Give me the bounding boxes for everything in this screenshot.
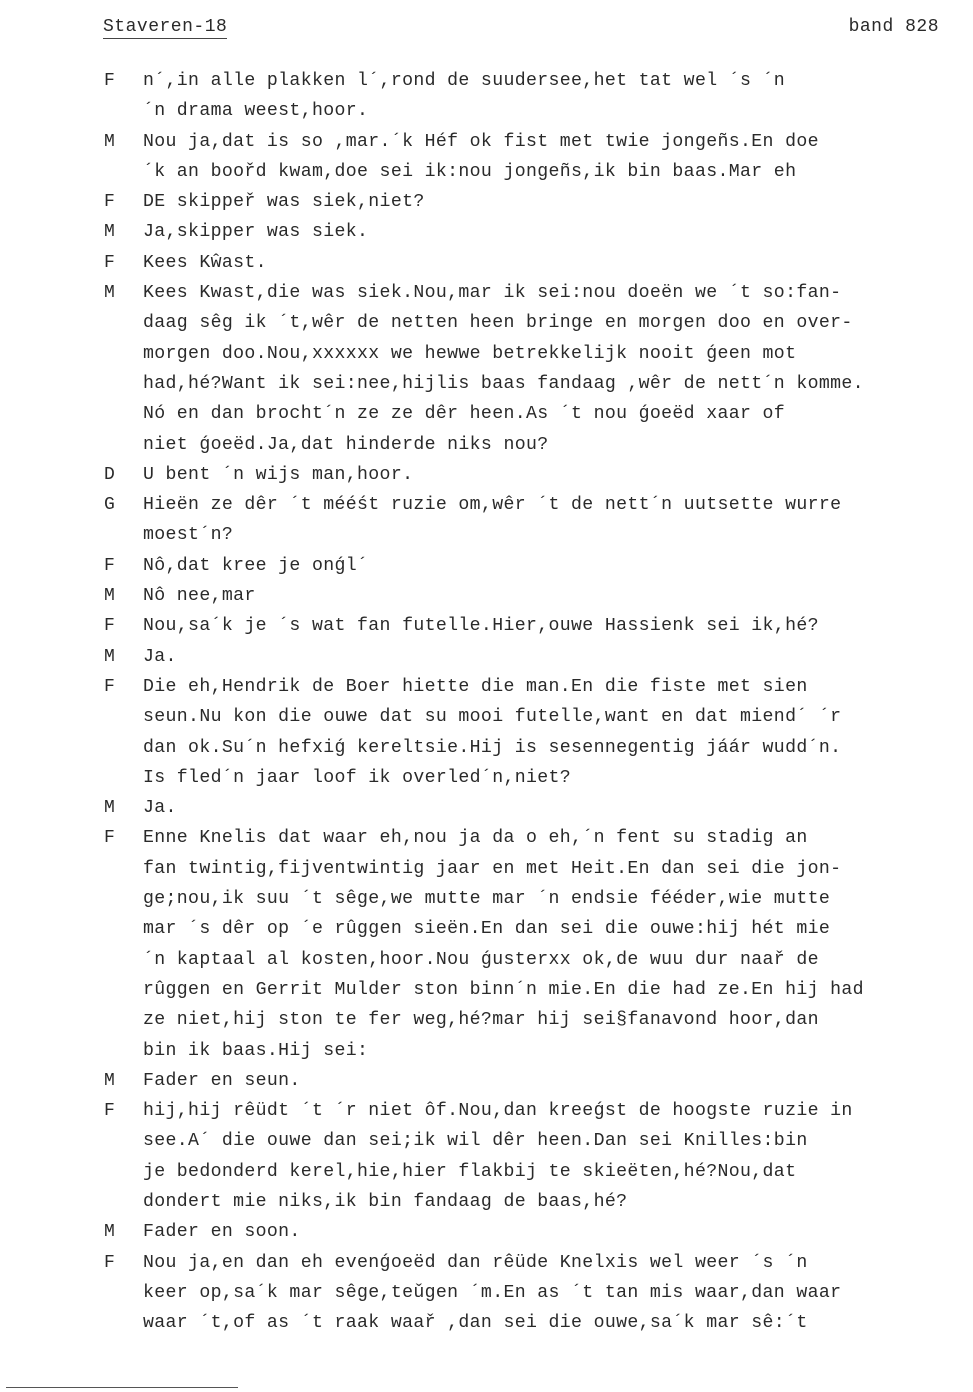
transcript-entry — [0, 793, 973, 823]
utterance-text — [143, 127, 943, 188]
transcript-entry — [0, 490, 973, 551]
transcript-entry — [0, 217, 973, 247]
utterance-line: je bedonderd kerel,hie,hier flakbij te skieëten,hé?Nou,dat — [143, 1161, 797, 1182]
utterance-line: Ja. — [143, 646, 177, 667]
utterance-line: Nou,sa´k je ´s wat fan futelle.Hier,ouwe Hassienk sei ik,hé? — [143, 616, 819, 637]
speaker-label: M — [104, 586, 115, 607]
speaker-label: F — [104, 828, 115, 849]
utterance-text — [143, 581, 943, 611]
utterance-line: rûggen en Gerrit Mulder ston binn´n mie.En die had ze.En hij had — [143, 979, 864, 1000]
transcript-entry — [0, 642, 973, 672]
utterance-text — [143, 642, 943, 672]
utterance-line: ´n kaptaal al kosten,hoor.Nou ǵusterxx ok,de wuu dur naař de — [143, 949, 819, 970]
utterance-line: DE skippeř was siek,niet? — [143, 192, 425, 213]
utterance-line: Nó en dan brocht´n ze ze dêr heen.As ´t nou ǵoeëd xaar of — [143, 404, 786, 425]
utterance-line: Ja,skipper was siek. — [143, 222, 369, 243]
utterance-text — [143, 187, 943, 217]
tape-number: band 828 — [848, 17, 939, 37]
transcript-entry — [0, 1248, 973, 1339]
speaker-label: F — [104, 71, 115, 91]
utterance-line: Kees Kŵast. — [143, 252, 267, 273]
speaker-label: M — [104, 283, 115, 304]
speaker-label: M — [104, 131, 115, 152]
transcript-entry — [0, 611, 973, 641]
speaker-label: D — [104, 464, 115, 485]
utterance-line: Nou ja,en dan eh evenǵoeëd dan rêüde Knelxis wel weer ´s ´n — [143, 1252, 808, 1273]
utterance-text — [143, 793, 943, 823]
utterance-text — [143, 611, 943, 641]
speaker-label: M — [104, 646, 115, 667]
utterance-text — [143, 490, 943, 551]
transcript-entry — [0, 460, 973, 490]
speaker-label: F — [104, 616, 115, 637]
utterance-line: see.A´ die ouwe dan sei;ik wil dêr heen.Dan sei Knilles:bin — [143, 1131, 808, 1152]
speaker-label: F — [104, 1252, 115, 1273]
utterance-line: waar ´t,of as ´t raak waař ,dan sei die ouwe,sa´k mar sê:´t — [143, 1313, 808, 1334]
utterance-line: keer op,sa´k mar sêge,teǔgen ´m.En as ´t tan mis waar,dan waar — [143, 1282, 842, 1303]
transcript-entry — [0, 823, 973, 1065]
speaker-label: G — [104, 495, 115, 516]
utterance-line: ´n drama weest,hoor. — [143, 101, 369, 122]
utterance-line: Is fled´n jaar loof ik overled´n,niet? — [143, 767, 572, 788]
utterance-line: mar ´s dêr op ´e rûggen sieën.En dan sei die ouwe:hij hét mie — [143, 919, 831, 940]
utterance-text — [143, 551, 943, 581]
transcript-entry — [0, 278, 973, 460]
utterance-text — [143, 460, 943, 490]
transcript-entry — [0, 581, 973, 611]
transcript-body — [0, 66, 973, 1338]
footer-rule — [6, 1387, 238, 1388]
speaker-label: F — [104, 676, 115, 697]
utterance-line: U bent ´n wijs man,hoor. — [143, 464, 414, 485]
utterance-text — [143, 1217, 943, 1247]
utterance-text — [143, 672, 943, 793]
utterance-line: daag sêg ik ´t,wêr de netten heen bringe en morgen doo en over- — [143, 313, 853, 334]
utterance-line: Fader en seun. — [143, 1070, 301, 1091]
document-title: Staveren-18 — [103, 17, 228, 37]
utterance-line: bin ik baas.Hij sei: — [143, 1040, 369, 1061]
utterance-line: Kees Kwast,die was siek.Nou,mar ik sei:nou doeën we ´t so:fan- — [143, 283, 842, 304]
transcript-entry — [0, 248, 973, 278]
utterance-text — [143, 66, 943, 127]
utterance-text — [143, 1096, 943, 1217]
utterance-line: ´k an boořd kwam,doe sei ik:nou jongeñs,ik bin baas.Mar eh — [143, 161, 797, 182]
utterance-line: n´,in alle plakken l´,rond de suudersee,het tat wel ´s ´n — [143, 71, 786, 91]
utterance-text — [143, 278, 943, 460]
transcript-entry — [0, 127, 973, 188]
utterance-line: Ja. — [143, 798, 177, 819]
utterance-line: seun.Nu kon die ouwe dat su mooi futelle,want en dat miend´ ´r — [143, 707, 842, 728]
utterance-line: Nô,dat kree je onǵl´ — [143, 555, 369, 576]
transcript-entry — [0, 1066, 973, 1096]
utterance-line: dondert mie niks,ik bin fandaag de baas,hé? — [143, 1191, 628, 1212]
utterance-line: morgen doo.Nou,xxxxxx we hewwe betrekkelijk nooit ǵeen mot — [143, 343, 797, 364]
utterance-line: moest´n? — [143, 525, 234, 546]
utterance-text — [143, 1248, 943, 1339]
utterance-line: Enne Knelis dat waar eh,nou ja da o eh,´n fent su stadig an — [143, 828, 808, 849]
utterance-line: Die eh,Hendrik de Boer hiette die man.En die fiste met sien — [143, 676, 808, 697]
utterance-line: Hieën ze dêr ´t mééśt ruzie om,wêr ´t de nett´n uutsette wurre — [143, 495, 842, 516]
utterance-line: dan ok.Su´n hefxiǵ kereltsie.Hij is sesennegentig jáár wudd´n. — [143, 737, 842, 758]
utterance-text — [143, 248, 943, 278]
speaker-label: F — [104, 1101, 115, 1122]
utterance-line: fan twintig,fijventwintig jaar en met Heit.En dan sei die jon- — [143, 858, 842, 879]
utterance-text — [143, 823, 943, 1065]
speaker-label: F — [104, 555, 115, 576]
transcript-entry — [0, 551, 973, 581]
transcript-entry — [0, 672, 973, 793]
utterance-line: niet ǵoeëd.Ja,dat hinderde niks nou? — [143, 434, 549, 455]
utterance-line: ze niet,hij ston te fer weg,hé?mar hij sei§fanavond hoor,dan — [143, 1010, 819, 1031]
speaker-label: M — [104, 1070, 115, 1091]
speaker-label: M — [104, 222, 115, 243]
utterance-line: Nou ja,dat is so ,mar.´k Héf ok fist met twie jongeñs.En doe — [143, 131, 819, 152]
speaker-label: F — [104, 252, 115, 273]
utterance-text — [143, 217, 943, 247]
utterance-line: ge;nou,ik suu ´t sêge,we mutte mar ´n endsie fééder,wie mutte — [143, 889, 831, 910]
utterance-line: Fader en soon. — [143, 1222, 301, 1243]
utterance-line: Nô nee,mar — [143, 586, 256, 607]
speaker-label: M — [104, 798, 115, 819]
utterance-line: had,hé?Want ik sei:nee,hijlis baas fandaag ,wêr de nett´n komme. — [143, 373, 864, 394]
transcript-entry — [0, 187, 973, 217]
transcript-entry — [0, 1096, 973, 1217]
transcript-entry — [0, 66, 973, 127]
transcript-entry — [0, 1217, 973, 1247]
utterance-line: hij,hij rêüdt ´t ´r niet ôf.Nou,dan kreeǵst de hoogste ruzie in — [143, 1101, 853, 1122]
speaker-label: F — [104, 192, 115, 213]
speaker-label: M — [104, 1222, 115, 1243]
utterance-text — [143, 1066, 943, 1096]
